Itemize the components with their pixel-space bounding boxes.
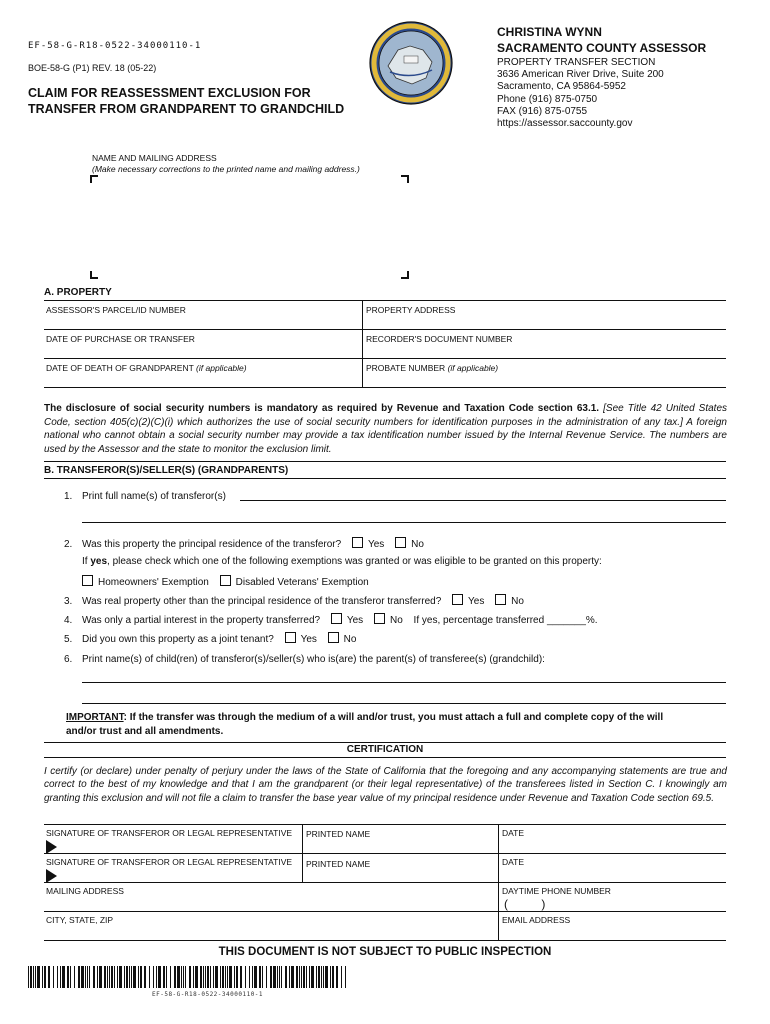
barcode-bar	[229, 966, 232, 988]
barcode-bar	[131, 966, 132, 988]
q5-yes-option[interactable]	[285, 632, 317, 645]
window-corner-tr	[401, 175, 409, 183]
question-1	[64, 491, 226, 502]
barcode-bar	[67, 966, 69, 988]
barcode-bar	[78, 966, 80, 988]
probate-note: (if applicable)	[447, 363, 499, 373]
barcode-bar	[234, 966, 235, 988]
q4-yes-option[interactable]	[331, 613, 363, 626]
question-3	[64, 594, 524, 607]
barcode-bar	[140, 966, 142, 988]
barcode-bar	[325, 966, 328, 988]
barcode-bar	[156, 966, 157, 988]
q5-label: Did you own this property as a joint tenant?	[82, 634, 274, 645]
recorder-document-field[interactable]: RECORDER'S DOCUMENT NUMBER	[366, 334, 513, 344]
q5-no-option[interactable]	[328, 632, 357, 645]
barcode-bar	[74, 966, 75, 988]
q4-yes-label: Yes	[346, 615, 364, 626]
q3-yes-checkbox[interactable]	[452, 594, 463, 605]
q2-followup	[82, 556, 602, 567]
barcode-bar	[195, 966, 198, 988]
form-title	[28, 85, 344, 117]
q4-no-label: No	[389, 615, 403, 626]
barcode-bar	[193, 966, 194, 988]
barcode-bar	[85, 966, 86, 988]
probate-number-field[interactable]	[366, 363, 498, 373]
important-text-2: and/or trust and all amendments.	[66, 726, 224, 737]
barcode-bar	[332, 966, 334, 988]
barcode-bar	[104, 966, 106, 988]
transferor-name-input[interactable]	[240, 500, 726, 501]
divider	[44, 329, 726, 330]
child-name-input-line2[interactable]	[82, 703, 726, 704]
sacramento-county-seal-icon	[368, 20, 454, 106]
barcode-bar	[185, 966, 186, 988]
mailing-note: (Make necessary corrections to the printed name and mailing address.)	[92, 164, 360, 174]
barcode-bar	[323, 966, 324, 988]
barcode-bar	[60, 966, 61, 988]
barcode-bar	[133, 966, 136, 988]
barcode-bar	[117, 966, 118, 988]
barcode-bar	[262, 966, 263, 988]
question-4	[64, 613, 598, 626]
barcode-bar	[114, 966, 115, 988]
daytime-phone-field[interactable]: DAYTIME PHONE NUMBER	[502, 886, 611, 896]
important-text-1: : If the transfer was through the medium of a will and/or trust, you must attach a full and complete copy of the will	[123, 712, 664, 723]
barcode-bar	[149, 966, 150, 988]
q2-no-label: No	[411, 539, 424, 550]
q4-label: Was only a partial interest in the property transferred?	[82, 615, 321, 626]
assessor-office: SACRAMENTO COUNTY ASSESSOR	[497, 41, 707, 55]
window-corner-br	[401, 271, 409, 279]
barcode-bar	[306, 966, 307, 988]
signature-2-field[interactable]: SIGNATURE OF TRANSFEROR OR LEGAL REPRESENTATIVE	[46, 857, 293, 867]
barcode-bar	[341, 966, 342, 988]
barcode-bar	[62, 966, 65, 988]
fax-number: FAX (916) 875-0755	[497, 105, 588, 117]
barcode-bar	[266, 966, 267, 988]
divider	[44, 742, 726, 743]
barcode-bar	[285, 966, 287, 988]
divider	[44, 853, 726, 854]
homeowners-checkbox[interactable]	[82, 575, 93, 586]
q3-no-checkbox[interactable]	[495, 594, 506, 605]
q2-no-option[interactable]	[395, 537, 424, 550]
barcode-bar	[215, 966, 218, 988]
section-name: PROPERTY TRANSFER SECTION	[497, 57, 656, 68]
barcode-bar	[213, 966, 214, 988]
barcode-bar	[279, 966, 280, 988]
child-name-input[interactable]	[82, 682, 726, 683]
death-date-note: (if applicable)	[196, 363, 247, 373]
q2-followup-bold: yes	[90, 556, 108, 567]
q3-yes-option[interactable]	[452, 594, 484, 607]
barcode-bar	[301, 966, 302, 988]
date-2-field[interactable]: DATE	[502, 857, 525, 867]
q4-yes-checkbox[interactable]	[331, 613, 342, 624]
q6-number: 6.	[64, 654, 73, 665]
title-line-1: CLAIM FOR REASSESSMENT EXCLUSION FOR	[28, 86, 311, 100]
veterans-option[interactable]	[220, 575, 369, 588]
window-corner-bl	[90, 271, 98, 279]
barcode-bar	[119, 966, 122, 988]
question-6	[64, 654, 545, 665]
divider	[44, 387, 726, 388]
veterans-label: Disabled Veterans' Exemption	[235, 577, 369, 588]
barcode-bar	[35, 966, 36, 988]
barcode-bar	[270, 966, 272, 988]
barcode-bar	[124, 966, 125, 988]
barcode-bar	[227, 966, 228, 988]
barcode-bar	[57, 966, 58, 988]
barcode-bar	[299, 966, 300, 988]
veterans-checkbox[interactable]	[220, 575, 231, 586]
barcode-bar	[207, 966, 209, 988]
barcode-bar	[289, 966, 290, 988]
q3-label: Was real property other than the principal residence of the transferor transferred?	[82, 596, 442, 607]
website-link[interactable]: https://assessor.saccounty.gov	[497, 118, 633, 130]
q6-label: Print name(s) of child(ren) of transferor(s)/seller(s) who is(are) the parent(s) of transferee(s) (grandchild):	[82, 654, 545, 665]
q3-no-label: No	[511, 596, 524, 607]
date-1-field[interactable]: DATE	[502, 828, 525, 838]
barcode-bar	[291, 966, 294, 988]
purchase-date-field[interactable]: DATE OF PURCHASE OR TRANSFER	[46, 334, 195, 344]
exemption-options	[82, 575, 369, 588]
q2-followup-pre: If	[82, 556, 91, 567]
divider	[44, 940, 726, 941]
barcode-bar	[318, 966, 320, 988]
phone-area-code: ( )	[504, 897, 546, 911]
divider	[44, 461, 726, 462]
death-date-label: DATE OF DEATH OF GRANDPARENT	[46, 363, 194, 373]
homeowners-option[interactable]	[82, 577, 209, 588]
barcode-bar	[99, 966, 102, 988]
barcode-bar	[166, 966, 167, 988]
divider	[498, 824, 499, 940]
divider	[362, 300, 363, 387]
barcode-bar	[153, 966, 154, 988]
question-2	[64, 537, 424, 550]
barcode-bar	[203, 966, 204, 988]
barcode-bar	[42, 966, 43, 988]
q3-yes-label: Yes	[468, 596, 485, 607]
q2-number: 2.	[64, 539, 73, 550]
barcode-bar	[107, 966, 108, 988]
barcode	[28, 966, 354, 988]
divider	[44, 478, 726, 479]
mailing-label: NAME AND MAILING ADDRESS	[92, 153, 217, 163]
q2-yes-checkbox[interactable]	[352, 537, 363, 548]
barcode-bar	[144, 966, 146, 988]
divider	[44, 882, 726, 883]
certification-title: CERTIFICATION	[346, 744, 424, 755]
barcode-bar	[277, 966, 278, 988]
barcode-bar	[189, 966, 191, 988]
q5-no-checkbox[interactable]	[328, 632, 339, 643]
q4-no-option[interactable]	[374, 613, 403, 626]
barcode-bar	[245, 966, 246, 988]
barcode-bar	[330, 966, 331, 988]
divider	[44, 300, 726, 301]
important-notice	[66, 711, 663, 739]
barcode-bar	[210, 966, 211, 988]
sign-here-arrow-icon	[46, 869, 57, 883]
barcode-bar	[109, 966, 110, 988]
q1-label: Print full name(s) of transferor(s)	[82, 491, 226, 502]
street-address: 3636 American River Drive, Suite 200	[497, 69, 664, 81]
barcode-bar	[129, 966, 130, 988]
assessor-name: CHRISTINA WYNN	[497, 25, 602, 39]
barcode-bar	[138, 966, 139, 988]
q3-number: 3.	[64, 596, 73, 607]
barcode-bar	[81, 966, 84, 988]
public-inspection-notice: THIS DOCUMENT IS NOT SUBJECT TO PUBLIC INSPECTION	[218, 946, 552, 958]
barcode-bar	[281, 966, 282, 988]
barcode-bar	[181, 966, 182, 988]
barcode-bar	[236, 966, 238, 988]
divider	[44, 824, 726, 825]
barcode-bar	[225, 966, 226, 988]
mailing-address-field[interactable]: MAILING ADDRESS	[46, 886, 124, 896]
barcode-bar	[170, 966, 171, 988]
q2-yes-option[interactable]	[352, 537, 384, 550]
barcode-bar	[240, 966, 242, 988]
certification-text: I certify (or declare) under penalty of perjury under the laws of the State of California that the foregoing and any accompanying statements are true and correct to the best of my knowledge and that I am the grandparent (or their legal representative) of the transferees listed in Section C. I knowingly am granting this exclusion and will not file a claim to transfer the base year value of my principal residence under Revenue and Taxation Code section 69.5.	[44, 766, 727, 804]
q3-no-option[interactable]	[495, 594, 524, 607]
divider	[302, 824, 303, 882]
barcode-bar	[183, 966, 184, 988]
q5-number: 5.	[64, 634, 73, 645]
q5-no-label: No	[343, 634, 357, 645]
barcode-bar	[220, 966, 221, 988]
q2-label: Was this property the principal residence of the transferor?	[82, 539, 342, 550]
barcode-bar	[309, 966, 310, 988]
q5-yes-checkbox[interactable]	[285, 632, 296, 643]
barcode-bar	[53, 966, 54, 988]
barcode-bar	[89, 966, 90, 988]
question-5	[64, 632, 356, 645]
barcode-bar	[321, 966, 322, 988]
barcode-text: EF-58-G-R18-0522-34000110-1	[152, 991, 264, 998]
section-b-title: B. TRANSFEROR(S)/SELLER(S) (GRANDPARENTS)	[44, 465, 289, 476]
q2-followup-post: , please check which one of the following exemptions was granted or was eligible to be granted on this property:	[107, 556, 602, 567]
barcode-bar	[177, 966, 180, 988]
barcode-bar	[296, 966, 298, 988]
q2-no-checkbox[interactable]	[395, 537, 406, 548]
barcode-bar	[28, 966, 29, 988]
barcode-bar	[93, 966, 95, 988]
title-line-2: TRANSFER FROM GRANDPARENT TO GRANDCHILD	[28, 102, 345, 116]
barcode-bar	[126, 966, 128, 988]
barcode-bar	[44, 966, 46, 988]
barcode-bar	[200, 966, 202, 988]
printed-name-2-field[interactable]: PRINTED NAME	[306, 859, 371, 869]
barcode-bar	[259, 966, 261, 988]
barcode-bar	[311, 966, 314, 988]
important-label: IMPORTANT	[66, 712, 124, 723]
q5-yes-label: Yes	[300, 634, 317, 645]
barcode-bar	[174, 966, 176, 988]
ssn-disclosure	[44, 402, 727, 456]
barcode-bar	[163, 966, 165, 988]
parcel-number-field[interactable]: ASSESSOR'S PARCEL/ID NUMBER	[46, 305, 186, 315]
divider	[44, 757, 726, 758]
barcode-bar	[30, 966, 32, 988]
divider	[44, 911, 726, 912]
disclosure-italic: [See Title 42 United States Code, section 405(c)(2)(C)(i) which authorizes the use of social security numbers for identification purposes in the administration of any tax.] A foreign national who cannot obtain a social security number may provide a tax identification number issued by the Internal Revenue Service. The numbers are used by the Assessor and the state to monitor the exclusion limit.	[44, 403, 728, 455]
q1-number: 1.	[64, 491, 73, 502]
barcode-bar	[254, 966, 257, 988]
divider	[44, 358, 726, 359]
email-address-field[interactable]: EMAIL ADDRESS	[502, 915, 571, 925]
barcode-bar	[158, 966, 161, 988]
form-revision: BOE-58-G (P1) REV. 18 (05-22)	[28, 63, 157, 73]
signature-1-field[interactable]: SIGNATURE OF TRANSFEROR OR LEGAL REPRESENTATIVE	[46, 828, 293, 838]
barcode-bar	[111, 966, 113, 988]
printed-name-1-field[interactable]: PRINTED NAME	[306, 829, 371, 839]
phone-number: Phone (916) 875-0750	[497, 93, 598, 105]
transferor-name-input-line2[interactable]	[82, 522, 726, 523]
window-corner-tl	[90, 175, 98, 183]
city-address: Sacramento, CA 95864-5952	[497, 81, 626, 93]
barcode-bar	[37, 966, 40, 988]
barcode-bar	[316, 966, 317, 988]
property-address-field[interactable]: PROPERTY ADDRESS	[366, 305, 456, 315]
disclosure-bold: The disclosure of social security numbers is mandatory as required by Revenue and Taxation Code section 63.1.	[44, 403, 600, 414]
barcode-bar	[303, 966, 305, 988]
barcode-bar	[273, 966, 276, 988]
barcode-bar	[87, 966, 88, 988]
q4-number: 4.	[64, 615, 73, 626]
assessor-contact	[497, 57, 664, 130]
form-code: EF-58-G-R18-0522-34000110-1	[28, 41, 202, 51]
death-date-field[interactable]	[46, 363, 247, 373]
barcode-bar	[70, 966, 71, 988]
barcode-bar	[97, 966, 98, 988]
barcode-bar	[222, 966, 224, 988]
q4-percentage[interactable]: If yes, percentage transferred _______%.	[413, 615, 598, 626]
homeowners-label: Homeowners' Exemption	[98, 577, 209, 588]
barcode-bar	[33, 966, 34, 988]
section-a-title: A. PROPERTY	[44, 287, 112, 298]
barcode-bar	[249, 966, 250, 988]
city-state-zip-field[interactable]: CITY, STATE, ZIP	[46, 915, 114, 925]
q4-no-checkbox[interactable]	[374, 613, 385, 624]
barcode-bar	[48, 966, 50, 988]
q2-yes-label: Yes	[367, 539, 385, 550]
barcode-bar	[205, 966, 206, 988]
probate-label: PROBATE NUMBER	[366, 363, 446, 373]
barcode-bar	[252, 966, 253, 988]
barcode-bar	[336, 966, 338, 988]
sign-here-arrow-icon	[46, 840, 57, 854]
barcode-bar	[345, 966, 346, 988]
